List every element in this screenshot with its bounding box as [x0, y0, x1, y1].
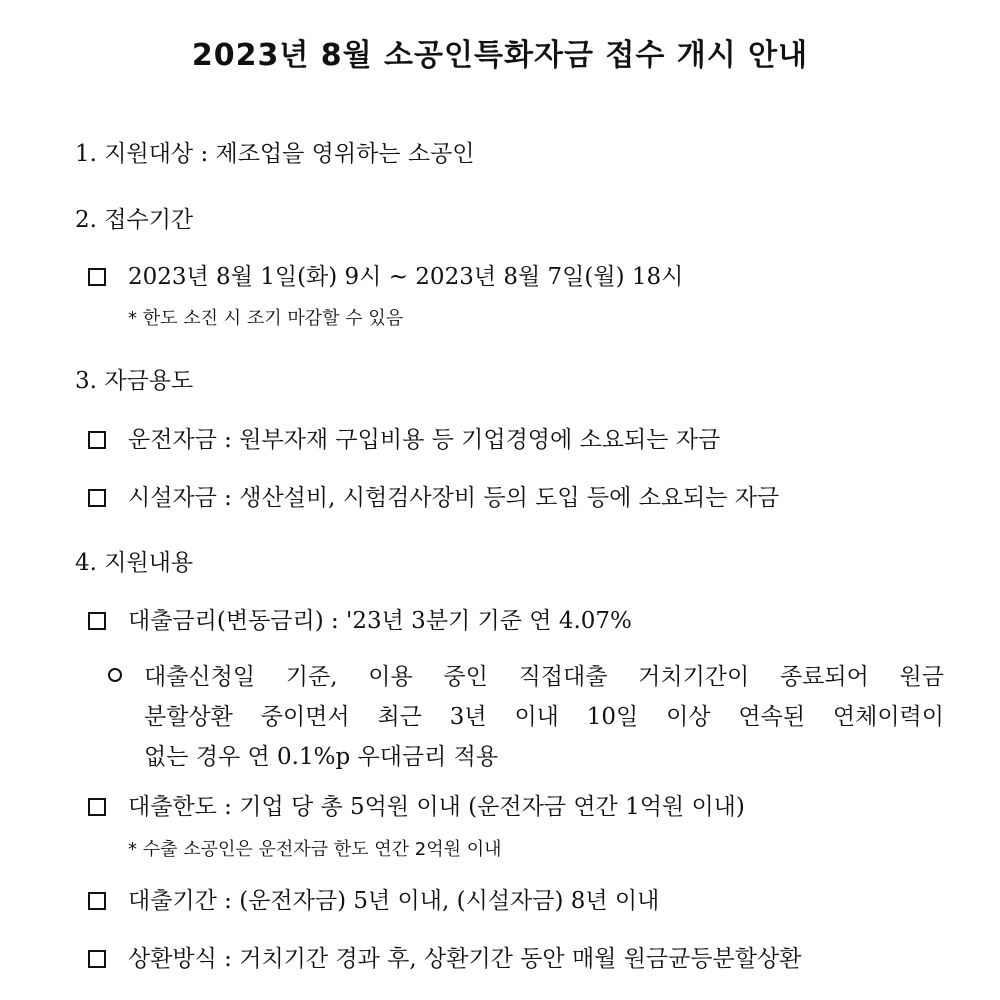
section-2-heading: 2. 접수기간: [75, 207, 194, 233]
period-item: [88, 262, 683, 292]
checkbox-icon: [88, 489, 106, 507]
checkbox-icon: [88, 268, 106, 286]
checkbox-icon: [88, 892, 106, 910]
usage-text: 시설자금 : 생산설비, 시험검사장비 등의 도입 등에 소요되는 자금: [128, 485, 780, 511]
repayment-text: 상환방식 : 거치기간 경과 후, 상환기간 동안 매월 원금균등분할상환: [128, 946, 802, 972]
limit-note: * 수출 소공인은 운전자금 한도 연간 2억원 이내: [128, 839, 502, 860]
page-title: 2023년 8월 소공인특화자금 접수 개시 안내: [191, 38, 809, 73]
preferential-line: 대출신청일 기준, 이용 중인 직접대출 거치기간이 종료되어 원금: [144, 664, 944, 690]
checkbox-icon: [88, 798, 106, 816]
section-1-heading: 1. 지원대상 : 제조업을 영위하는 소공인: [75, 141, 475, 167]
term-text: 대출기간 : (운전자금) 5년 이내, (시설자금) 8년 이내: [128, 888, 660, 914]
checkbox-icon: [88, 612, 106, 630]
repayment-item: [88, 944, 801, 974]
limit-item: [88, 792, 745, 822]
usage-item-working: [88, 425, 720, 455]
limit-text: 대출한도 : 기업 당 총 5억원 이내 (운전자금 연간 1억원 이내): [128, 794, 745, 820]
checkbox-icon: [88, 431, 106, 449]
rate-text: 대출금리(변동금리) : '23년 3분기 기준 연 4.07%: [128, 608, 632, 634]
rate-item: [88, 606, 632, 636]
section-4-heading: 4. 지원내용: [75, 550, 194, 576]
preferential-rate-block: [108, 657, 968, 777]
term-item: [88, 886, 659, 916]
section-3-heading: 3. 자금용도: [75, 368, 194, 394]
preferential-line: 없는 경우 연 0.1%p 우대금리 적용: [144, 744, 499, 770]
circle-bullet-icon: [108, 668, 122, 682]
checkbox-icon: [88, 950, 106, 968]
period-text: 2023년 8월 1일(화) 9시 ~ 2023년 8월 7일(월) 18시: [128, 264, 684, 290]
period-note: * 한도 소진 시 조기 마감할 수 있음: [128, 308, 404, 329]
usage-text: 운전자금 : 원부자재 구입비용 등 기업경영에 소요되는 자금: [128, 427, 721, 453]
preferential-line: 분할상환 중이면서 최근 3년 이내 10일 이상 연속된 연체이력이: [144, 704, 944, 730]
usage-item-facility: [88, 483, 779, 513]
